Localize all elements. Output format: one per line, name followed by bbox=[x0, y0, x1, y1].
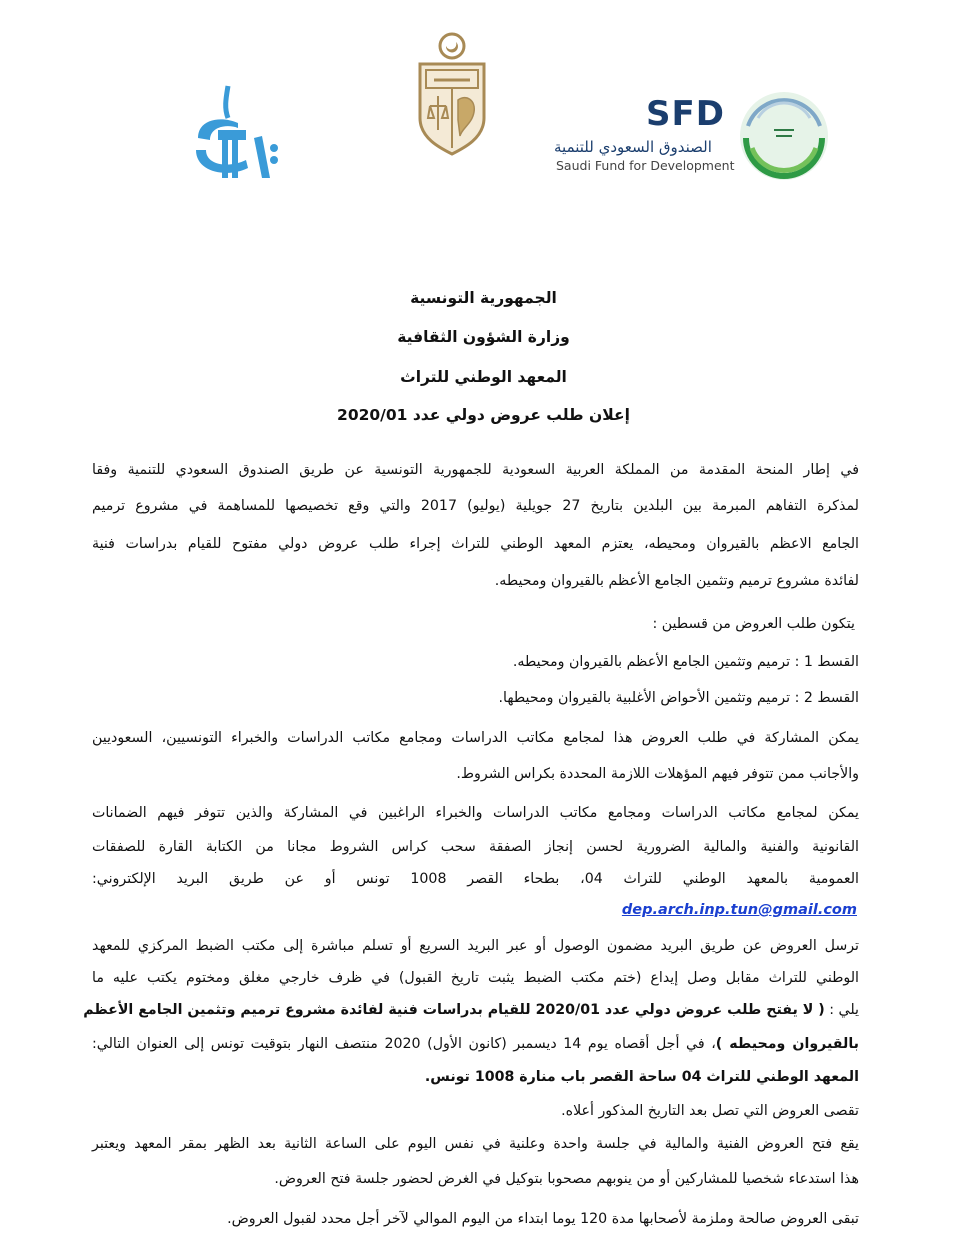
paragraph-line: القانونية والفنية والمالية الضرورية لحسن إنجاز الصفقة سحب كراس الشروط مجانا من الكتابة القارة للصفقات bbox=[92, 839, 859, 855]
lot-1: القسط 1 : ترميم وتثمين الجامع الأعظم بالقيروان ومحيطه. bbox=[512, 654, 859, 670]
sfd-arabic-name: الصندوق السعودي للتنمية bbox=[554, 138, 712, 156]
paragraph-line bbox=[92, 1034, 859, 1054]
envelope-marking-end: بالقيروان ومحيطه ) bbox=[715, 1036, 859, 1052]
paragraph-text: يلي : bbox=[824, 1002, 859, 1018]
paragraph-line: هذا استدعاء شخصيا للمشاركين أو من ينوبهم مصحوبا بتوكيل في الغرض لحضور جلسة فتح العروض. bbox=[274, 1171, 859, 1187]
lots-intro: يتكون طلب العروض من قسطين : bbox=[652, 616, 855, 632]
email-link[interactable]: dep.arch.inp.tun@gmail.com bbox=[621, 902, 857, 918]
paragraph-line: لمذكرة التفاهم المبرمة بين البلدين بتاريخ 27 جويلية (يوليو) 2017 والتي وقع تخصيصها للمساهمة في مشروع ترميم bbox=[92, 498, 859, 514]
institute-address: المعهد الوطني للتراث 04 ساحة القصر باب منارة 1008 تونس. bbox=[424, 1069, 859, 1085]
paragraph-line: لفائدة مشروع ترميم وتثمين الجامع الأعظم بالقيروان ومحيطه. bbox=[494, 573, 859, 589]
republic-heading: الجمهورية التونسية bbox=[410, 289, 557, 307]
sfd-emblem-icon bbox=[736, 88, 832, 184]
paragraph-line bbox=[83, 1000, 859, 1020]
paragraph-line: والأجانب ممن تتوفر فيهم المؤهلات اللازمة المحددة بكراس الشروط. bbox=[456, 766, 859, 782]
paragraph-line: الوطني للتراث مقابل وصل إيداع (ختم مكتب الضبط يثبت تاريخ القبول) في ظرف خارجي مغلق ومختوم يكتب عليه ما bbox=[92, 970, 859, 986]
paragraph-line: يمكن لمجامع مكاتب الدراسات ومجامع مكاتب الدراسات والخبراء الراغبين في المشاركة والذين تتوفر فيهم الضمانات bbox=[92, 805, 859, 821]
sfd-logo bbox=[550, 88, 835, 188]
deadline-text: ، في أجل أقصاه يوم 14 ديسمبر (كانون الأول) 2020 منتصف النهار بتوقيت تونس إلى العنوان التالي: bbox=[92, 1036, 716, 1052]
paragraph-line: العمومية بالمعهد الوطني للتراث 04، بطحاء القصر 1008 تونس أو عن طريق البريد الإلكتروني: bbox=[92, 871, 860, 887]
paragraph-line: في إطار المنحة المقدمة من المملكة العربية السعودية للجمهورية التونسية عن طريق الصندوق السعودي للتنمية وفقا bbox=[92, 462, 859, 478]
paragraph-line: الجامع الاعظم بالقيروان ومحيطه، يعتزم المعهد الوطني للتراث إجراء طلب عروض دولي مفتوح للقيام بدراسات فنية bbox=[92, 536, 859, 552]
tunisia-coat-of-arms bbox=[406, 30, 498, 156]
inp-logo bbox=[188, 78, 288, 186]
ministry-heading: وزارة الشؤون الثقافية bbox=[397, 328, 570, 346]
announcement-title: إعلان طلب عروض دولي عدد 2020/01 bbox=[337, 406, 630, 424]
paragraph-line: ترسل العروض عن طريق البريد مضمون الوصول أو عبر البريد السريع أو تسلم مباشرة إلى مكتب الضبط المركزي للمعهد bbox=[92, 938, 859, 954]
paragraph-line: يمكن المشاركة في طلب العروض هذا لمجامع مكاتب الدراسات ومجامع مكاتب الدراسات والخبراء التونسيين، السعوديين bbox=[92, 730, 859, 746]
envelope-marking: ( لا يفتح طلب عروض دولي عدد 2020/01 للقيام بدراسات فنية لفائدة مشروع ترميم وتثمين الجامع الأعظم bbox=[83, 1002, 825, 1018]
paragraph-line: يقع فتح العروض الفنية والمالية في جلسة واحدة وعلنية في نفس اليوم على الساعة الثانية بعد الظهر بمقر المعهد ويعتبر bbox=[92, 1136, 859, 1152]
paragraph-line: تبقى العروض صالحة وملزمة لأصحابها مدة 120 يوما ابتداء من اليوم الموالي لآخر أجل محدد لقبول العروض. bbox=[227, 1211, 859, 1227]
sfd-english-name: Saudi Fund for Development bbox=[556, 158, 735, 173]
paragraph-line: تقصى العروض التي تصل بعد التاريخ المذكور أعلاه. bbox=[561, 1103, 859, 1119]
sfd-wordmark: SFD bbox=[646, 94, 725, 134]
lot-2: القسط 2 : ترميم وتثمين الأحواض الأغلبية بالقيروان ومحيطها. bbox=[498, 690, 859, 706]
institute-heading: المعهد الوطني للتراث bbox=[400, 368, 567, 386]
